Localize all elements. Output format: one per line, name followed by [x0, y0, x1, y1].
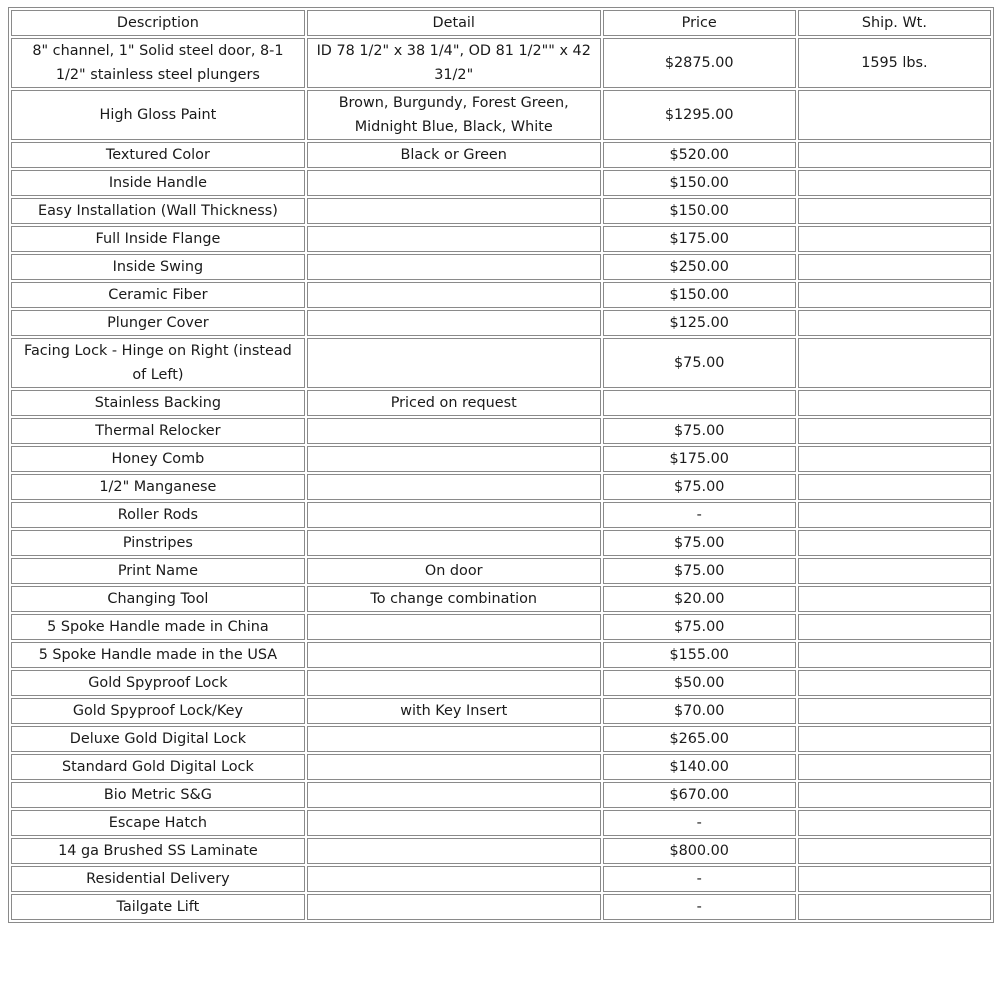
cell-detail — [307, 170, 601, 196]
cell-price: $265.00 — [603, 726, 796, 752]
cell-ship-weight — [798, 894, 991, 920]
cell-description: Residential Delivery — [11, 866, 305, 892]
cell-detail: with Key Insert — [307, 698, 601, 724]
cell-description: Inside Swing — [11, 254, 305, 280]
table-row — [11, 226, 991, 252]
cell-price: - — [603, 502, 796, 528]
table-row — [11, 838, 991, 864]
table-row — [11, 446, 991, 472]
table-row — [11, 614, 991, 640]
cell-price: $75.00 — [603, 614, 796, 640]
cell-description: Thermal Relocker — [11, 418, 305, 444]
cell-price: $50.00 — [603, 670, 796, 696]
cell-price: $1295.00 — [603, 90, 796, 140]
cell-ship-weight — [798, 754, 991, 780]
cell-detail: Priced on request — [307, 390, 601, 416]
table-header-row — [11, 10, 991, 36]
cell-detail — [307, 418, 601, 444]
cell-detail: To change combination — [307, 586, 601, 612]
cell-price: $20.00 — [603, 586, 796, 612]
cell-ship-weight — [798, 282, 991, 308]
cell-description: Easy Installation (Wall Thickness) — [11, 198, 305, 224]
table-row — [11, 282, 991, 308]
cell-detail — [307, 474, 601, 500]
table-row — [11, 502, 991, 528]
cell-description: Full Inside Flange — [11, 226, 305, 252]
cell-price: $2875.00 — [603, 38, 796, 88]
cell-detail — [307, 446, 601, 472]
cell-detail — [307, 198, 601, 224]
table-row — [11, 418, 991, 444]
cell-ship-weight — [798, 642, 991, 668]
table-row — [11, 754, 991, 780]
table-row — [11, 530, 991, 556]
cell-detail — [307, 530, 601, 556]
cell-detail — [307, 254, 601, 280]
table-row — [11, 894, 991, 920]
cell-price: $670.00 — [603, 782, 796, 808]
header-ship-weight: Ship. Wt. — [798, 10, 991, 36]
cell-ship-weight — [798, 586, 991, 612]
cell-ship-weight — [798, 782, 991, 808]
cell-description: Honey Comb — [11, 446, 305, 472]
cell-price: $75.00 — [603, 530, 796, 556]
header-description: Description — [11, 10, 305, 36]
cell-price: $175.00 — [603, 226, 796, 252]
table-row — [11, 810, 991, 836]
cell-price: - — [603, 894, 796, 920]
table-row — [11, 698, 991, 724]
table-row — [11, 782, 991, 808]
cell-price: $75.00 — [603, 418, 796, 444]
cell-ship-weight — [798, 502, 991, 528]
cell-detail — [307, 866, 601, 892]
cell-detail — [307, 502, 601, 528]
table-body — [11, 38, 991, 920]
cell-description: Standard Gold Digital Lock — [11, 754, 305, 780]
cell-description: Print Name — [11, 558, 305, 584]
table-row — [11, 866, 991, 892]
table-row — [11, 170, 991, 196]
cell-price: $75.00 — [603, 338, 796, 388]
cell-ship-weight — [798, 142, 991, 168]
cell-description: Roller Rods — [11, 502, 305, 528]
cell-price: $75.00 — [603, 474, 796, 500]
cell-description: Gold Spyproof Lock/Key — [11, 698, 305, 724]
table-row — [11, 254, 991, 280]
cell-detail — [307, 282, 601, 308]
cell-detail: Black or Green — [307, 142, 601, 168]
cell-description: Escape Hatch — [11, 810, 305, 836]
table-row — [11, 338, 991, 388]
cell-detail — [307, 838, 601, 864]
cell-ship-weight — [798, 170, 991, 196]
cell-price: $70.00 — [603, 698, 796, 724]
cell-ship-weight — [798, 474, 991, 500]
cell-ship-weight — [798, 390, 991, 416]
cell-ship-weight — [798, 418, 991, 444]
cell-ship-weight — [798, 90, 991, 140]
cell-ship-weight — [798, 810, 991, 836]
cell-ship-weight — [798, 446, 991, 472]
cell-ship-weight — [798, 866, 991, 892]
price-table — [8, 7, 994, 923]
table-row — [11, 474, 991, 500]
table-row — [11, 90, 991, 140]
cell-detail — [307, 338, 601, 388]
table-row — [11, 558, 991, 584]
cell-ship-weight — [798, 338, 991, 388]
cell-price: $75.00 — [603, 558, 796, 584]
cell-description: 8" channel, 1" Solid steel door, 8-1 1/2" stainless steel plungers — [11, 38, 305, 88]
cell-description: Tailgate Lift — [11, 894, 305, 920]
cell-detail — [307, 726, 601, 752]
table-row — [11, 390, 991, 416]
cell-description: 14 ga Brushed SS Laminate — [11, 838, 305, 864]
cell-description: 5 Spoke Handle made in the USA — [11, 642, 305, 668]
cell-description: High Gloss Paint — [11, 90, 305, 140]
table-row — [11, 586, 991, 612]
cell-price: $175.00 — [603, 446, 796, 472]
cell-detail — [307, 670, 601, 696]
cell-price: $150.00 — [603, 198, 796, 224]
cell-detail — [307, 642, 601, 668]
cell-ship-weight — [798, 614, 991, 640]
cell-price: $520.00 — [603, 142, 796, 168]
cell-description: Bio Metric S&G — [11, 782, 305, 808]
cell-price: $125.00 — [603, 310, 796, 336]
cell-detail — [307, 614, 601, 640]
cell-ship-weight — [798, 226, 991, 252]
cell-description: 1/2" Manganese — [11, 474, 305, 500]
cell-detail: ID 78 1/2" x 38 1/4", OD 81 1/2"" x 42 31/2" — [307, 38, 601, 88]
cell-ship-weight — [798, 198, 991, 224]
cell-description: Facing Lock - Hinge on Right (instead of Left) — [11, 338, 305, 388]
cell-ship-weight — [798, 726, 991, 752]
cell-price: $250.00 — [603, 254, 796, 280]
cell-detail: On door — [307, 558, 601, 584]
cell-ship-weight — [798, 838, 991, 864]
cell-description: 5 Spoke Handle made in China — [11, 614, 305, 640]
cell-description: Inside Handle — [11, 170, 305, 196]
cell-price: $155.00 — [603, 642, 796, 668]
cell-price: $150.00 — [603, 282, 796, 308]
cell-detail — [307, 810, 601, 836]
cell-ship-weight — [798, 558, 991, 584]
cell-description: Plunger Cover — [11, 310, 305, 336]
table-row — [11, 38, 991, 88]
cell-ship-weight — [798, 670, 991, 696]
cell-detail — [307, 894, 601, 920]
header-price: Price — [603, 10, 796, 36]
cell-ship-weight — [798, 698, 991, 724]
table-row — [11, 670, 991, 696]
table-row — [11, 142, 991, 168]
cell-ship-weight — [798, 254, 991, 280]
table-row — [11, 726, 991, 752]
table-row — [11, 310, 991, 336]
header-detail: Detail — [307, 10, 601, 36]
cell-ship-weight — [798, 530, 991, 556]
cell-description: Textured Color — [11, 142, 305, 168]
cell-price: - — [603, 810, 796, 836]
cell-description: Deluxe Gold Digital Lock — [11, 726, 305, 752]
cell-ship-weight: 1595 lbs. — [798, 38, 991, 88]
cell-detail: Brown, Burgundy, Forest Green, Midnight Blue, Black, White — [307, 90, 601, 140]
table-row — [11, 198, 991, 224]
cell-description: Gold Spyproof Lock — [11, 670, 305, 696]
cell-price: $800.00 — [603, 838, 796, 864]
cell-price — [603, 390, 796, 416]
cell-description: Changing Tool — [11, 586, 305, 612]
cell-description: Stainless Backing — [11, 390, 305, 416]
cell-detail — [307, 782, 601, 808]
cell-ship-weight — [798, 310, 991, 336]
cell-description: Pinstripes — [11, 530, 305, 556]
cell-detail — [307, 754, 601, 780]
cell-detail — [307, 310, 601, 336]
table-row — [11, 642, 991, 668]
cell-price: $140.00 — [603, 754, 796, 780]
cell-price: - — [603, 866, 796, 892]
cell-detail — [307, 226, 601, 252]
cell-price: $150.00 — [603, 170, 796, 196]
cell-description: Ceramic Fiber — [11, 282, 305, 308]
